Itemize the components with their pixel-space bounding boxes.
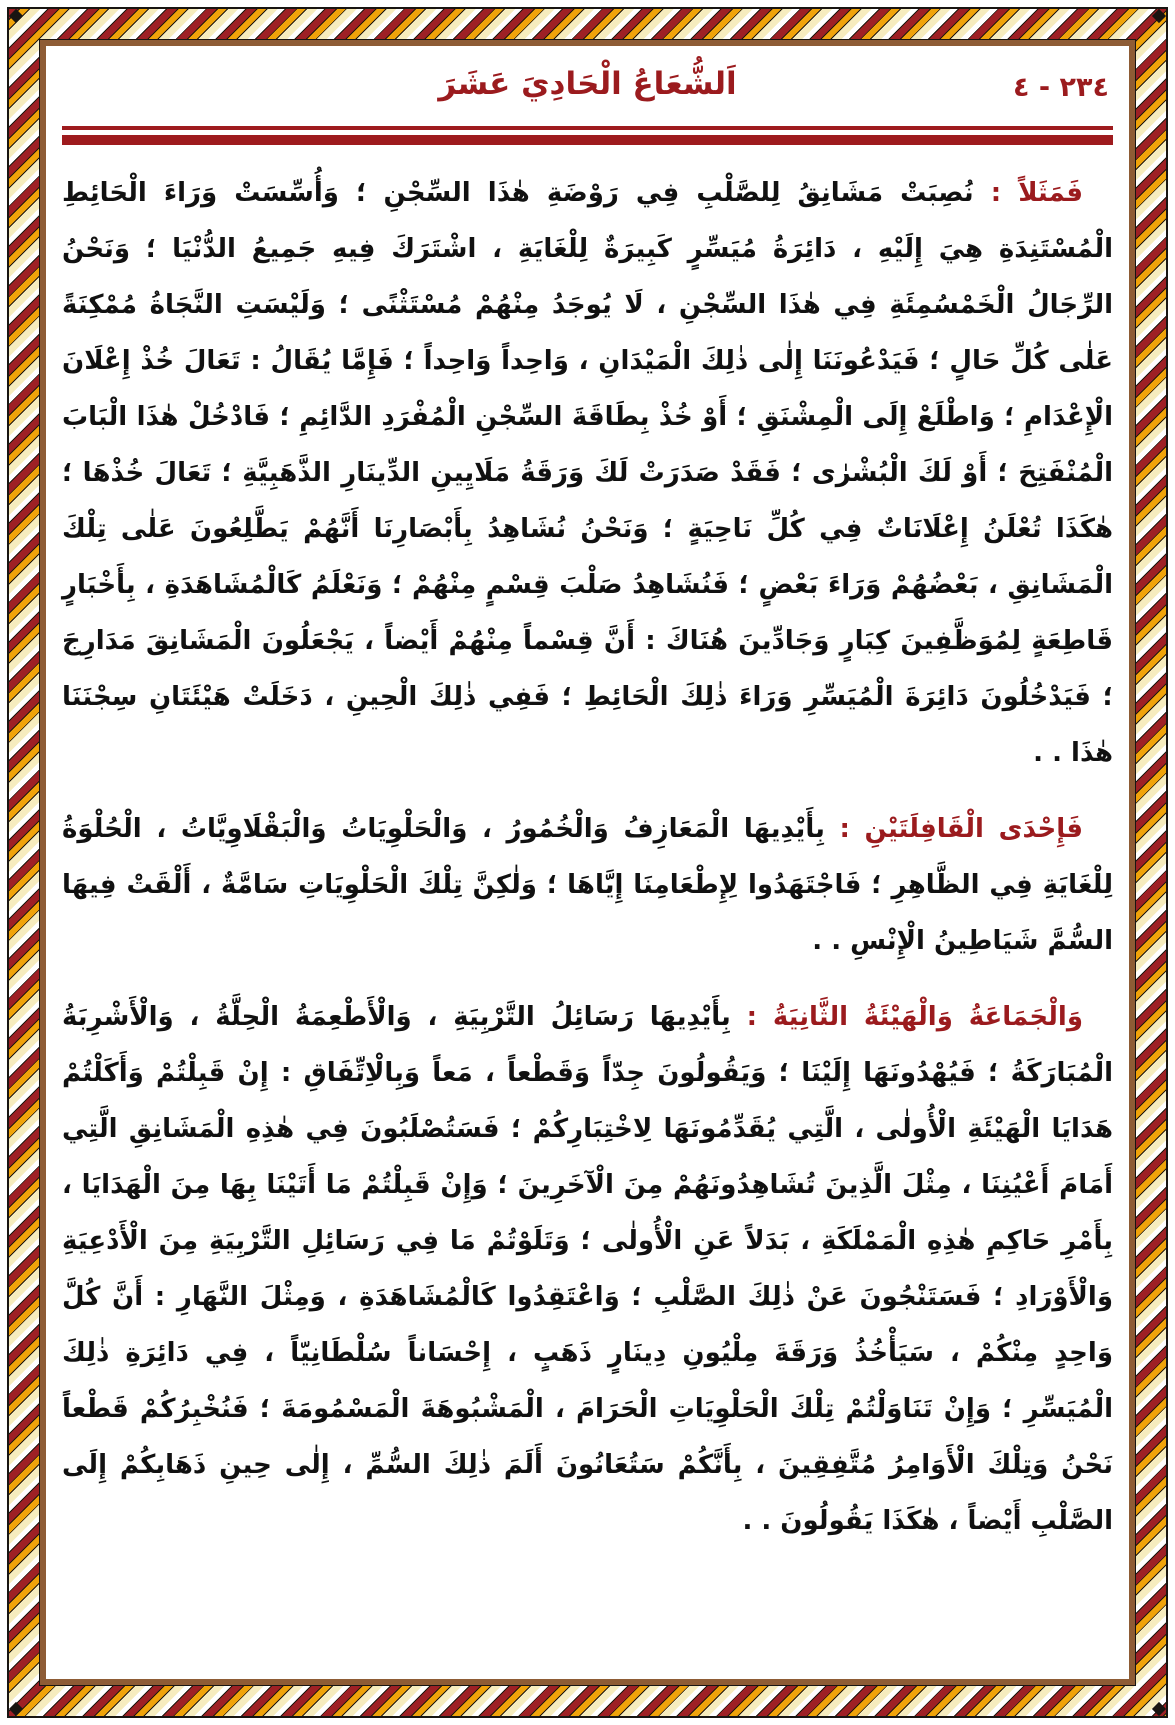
body-text	[62, 165, 1113, 1549]
paragraph-body: نُصِبَتْ مَشَانِقُ لِلصَّلْبِ فِي رَوْضَةِ هٰذَا السِّجْنِ ؛ وَأُسِّسَتْ وَرَاءَ الْحَائِطِ الْمُسْتَنِدَةِ هِيَ إِلَيْهِ ، دَائِرَةُ مُيَسِّرٍ كَبِيرَةٌ لِلْغَايَةِ ، اشْتَرَكَ فِيهِ جَمِيعُ الدُّنْيَا ؛ وَنَحْنُ الرِّجَالُ الْخَمْسُمِئَةِ فِي هٰذَا السِّجْنِ ، لَا يُوجَدُ مِنْهُمْ مُسْتَثْنًى ؛ وَلَيْسَتِ النَّجَاةُ مُمْكِنَةً عَلٰى كُلِّ حَالٍ ؛ فَيَدْعُونَنَا إِلٰى ذٰلِكَ الْمَيْدَانِ ، وَاحِداً وَاحِداً ؛ فَإِمَّا يُقَالُ : تَعَالَ خُذْ إِعْلَانَ الْإِعْدَامِ ؛ وَاطْلَعْ إِلَى الْمِشْنَقِ ؛ أَوْ خُذْ بِطَاقَةَ السِّجْنِ الْمُفْرَدِ الدَّائِمِ ؛ فَادْخُلْ هٰذَا الْبَابَ الْمُنْفَتِحَ ؛ أَوْ لَكَ الْبُشْرٰى ؛ فَقَدْ صَدَرَتْ لَكَ وَرَقَةُ مَلَايِينِ الدِّينَارِ الذَّهَبِيَّةِ ؛ تَعَالَ خُذْهَا ؛ هٰكَذَا تُعْلَنُ إِعْلَانَاتٌ فِي كُلِّ نَاحِيَةٍ ؛ وَنَحْنُ نُشَاهِدُ بِأَبْصَارِنَا أَنَّهُمْ يَطَّلِعُونَ عَلٰى تِلْكَ الْمَشَانِقِ ، بَعْضُهُمْ وَرَاءَ بَعْضٍ ؛ فَنُشَاهِدُ صَلْبَ قِسْمٍ مِنْهُمْ ؛ وَنَعْلَمُ كَالْمُشَاهَدَةِ ، بِأَخْبَارٍ قَاطِعَةٍ لِمُوَظَّفِينَ كِبَارٍ وَجَادِّينَ هُنَاكَ : أَنَّ قِسْماً مِنْهُمْ أَيْضاً ، يَجْعَلُونَ الْمَشَانِقَ مَدَارِجَ ؛ فَيَدْخُلُونَ دَائِرَةَ الْمُيَسِّرِ وَرَاءَ ذٰلِكَ الْحَائِطِ ؛ فَفِي ذٰلِكَ الْحِينِ ، دَخَلَتْ هَيْئَتَانِ سِجْنَنَا هٰذَا . .	[62, 178, 1113, 768]
paragraph-lead: وَالْجَمَاعَةُ وَالْهَيْئَةُ الثَّانِيَةُ :	[730, 1002, 1083, 1032]
page-number: ٢٣٤ - ٤	[1013, 72, 1109, 103]
paragraph-body: بِأَيْدِيهَا الْمَعَازِفُ وَالْخُمُورُ ، وَالْحَلْوِيَاتُ وَالْبَقْلَاوِيَّاتُ ، الْحُلْوَةُ لِلْغَايَةِ فِي الظَّاهِرِ ؛ فَاجْتَهَدُوا لِإِطْعَامِنَا إِيَّاهَا ؛ وَلٰكِنَّ تِلْكَ الْحَلْوِيَاتِ سَامَّةٌ ، أَلْقَتْ فِيهَا السُّمَّ شَيَاطِينُ الْإِنْسِ . .	[62, 814, 1113, 956]
border-corner-ornament	[9, 9, 23, 23]
border-corner-ornament	[1152, 9, 1166, 23]
border-corner-ornament	[1152, 1702, 1166, 1716]
paragraph-lead: فَمَثَلاً :	[973, 178, 1084, 208]
header-divider-rule	[62, 126, 1113, 145]
paragraph-body: بِأَيْدِيهَا رَسَائِلُ التَّرْبِيَةِ ، وَالْأَطْعِمَةُ الْحِلَّةُ ، وَالْأَشْرِبَةُ الْمُبَارَكَةُ ؛ فَيُهْدُونَهَا إِلَيْنَا ؛ وَيَقُولُونَ جِدّاً وَقَطْعاً ، مَعاً وَبِالْاِتِّفَاقِ : إِنْ قَبِلْتُمْ وَأَكَلْتُمْ هَدَايَا الْهَيْئَةِ الْأُولٰى ، الَّتِي يُقَدِّمُونَهَا لِاخْتِبَارِكُمْ ؛ فَسَتُصْلَبُونَ فِي هٰذِهِ الْمَشَانِقِ الَّتِي أَمَامَ أَعْيُنِنَا ، مِثْلَ الَّذِينَ تُشَاهِدُونَهُمْ مِنَ الْآخَرِينَ ؛ وَإِنْ قَبِلْتُمْ مَا أَتَيْنَا بِهَا مِنَ الْهَدَايَا ، بِأَمْرِ حَاكِمِ هٰذِهِ الْمَمْلَكَةِ ، بَدَلاً عَنِ الْأُولٰى ؛ وَتَلَوْتُمْ مَا فِي رَسَائِلِ التَّرْبِيَةِ مِنَ الْأَدْعِيَةِ وَالْأَوْرَادِ ؛ فَسَتَنْجُونَ عَنْ ذٰلِكَ الصَّلْبِ ؛ وَاعْتَقِدُوا كَالْمُشَاهَدَةِ ، وَمِثْلَ النَّهَارِ : أَنَّ كُلَّ وَاحِدٍ مِنْكُمْ ، سَيَأْخُذُ وَرَقَةَ مِلْيُونِ دِينَارٍ ذَهَبٍ ، إِحْسَاناً سُلْطَانِيّاً ، فِي دَائِرَةِ ذٰلِكَ الْمُيَسِّرِ ؛ وَإِنْ تَنَاوَلْتُمْ تِلْكَ الْحَلْوِيَاتِ الْحَرَامَ ، الْمَشْبُوهَةَ الْمَسْمُومَةَ ؛ فَنُخْبِرُكُمْ قَطْعاً نَحْنُ وَتِلْكَ الْأَوَامِرُ مُتَّفِقِينَ ، بِأَنَّكُمْ سَتُعَانُونَ أَلَمَ ذٰلِكَ السُّمِّ ، إِلٰى حِينِ ذَهَابِكُمْ إِلَى الصَّلْبِ أَيْضاً ، هٰكَذَا يَقُولُونَ . .	[62, 1002, 1113, 1536]
chapter-title: اَلشُّعَاعُ الْحَادِيَ عَشَرَ	[438, 66, 737, 102]
paragraph	[62, 989, 1113, 1549]
border-corner-ornament	[9, 1702, 23, 1716]
paragraph	[62, 165, 1113, 781]
paragraph	[62, 801, 1113, 969]
paragraph-lead: فَإِحْدَى الْقَافِلَتَيْنِ :	[824, 814, 1083, 844]
page-header	[62, 56, 1113, 118]
page-content	[38, 38, 1137, 1687]
